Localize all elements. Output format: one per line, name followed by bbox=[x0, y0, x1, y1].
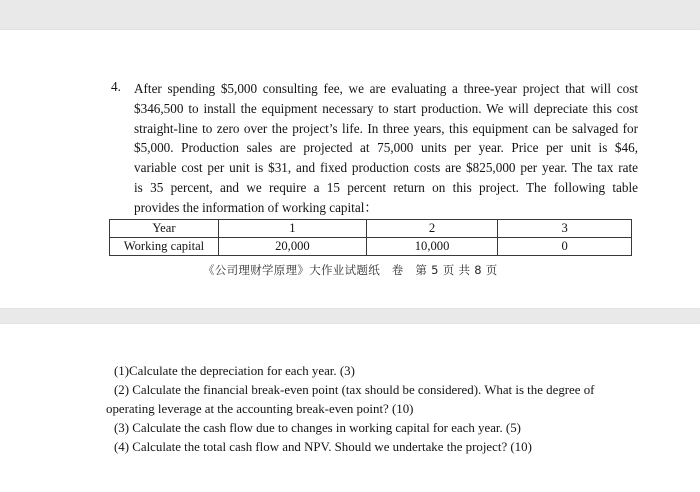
question-item: (3) Calculate the cash flow due to changes in working capital for each year. (5) bbox=[114, 421, 521, 435]
question-item-continuation: operating leverage at the accounting break-even point? (10) bbox=[106, 402, 414, 416]
exam-page-upper bbox=[0, 30, 700, 308]
problem-line: straight-line to zero over the project’s life. In three years, this equipment can be salvaged for bbox=[134, 120, 638, 136]
table-header-cell: Year bbox=[110, 220, 219, 238]
exam-page-lower bbox=[0, 324, 700, 492]
problem-line: is 35 percent, and we require a 15 percent return on this project. The following table bbox=[134, 179, 638, 195]
question-list bbox=[106, 362, 649, 457]
page-footer: 《公司理财学原理》大作业试题纸 卷 第 5 页 共 8 页 bbox=[203, 263, 498, 277]
table-cell: 20,000 bbox=[218, 238, 366, 256]
table-header-cell: 3 bbox=[498, 220, 632, 238]
problem-line: $346,500 to install the equipment necessary to start production. We will depreciate this cost bbox=[134, 100, 638, 116]
table-cell: Working capital bbox=[110, 238, 219, 256]
problem-line: variable cost per unit is $31, and fixed production costs are $825,000 per year. The tax rate bbox=[134, 160, 638, 176]
table-cell: 10,000 bbox=[366, 238, 497, 256]
table-header-cell: 2 bbox=[366, 220, 497, 238]
question-item: (2) Calculate the financial break-even point (tax should be considered). What is the degree of bbox=[114, 383, 595, 397]
problem-line: After spending $5,000 consulting fee, we are evaluating a three-year project that will cost bbox=[134, 81, 638, 96]
problem-number: 4. bbox=[111, 79, 121, 94]
problem-line: provides the information of working capital： bbox=[134, 199, 378, 215]
working-capital-table bbox=[109, 219, 632, 256]
question-item: (4) Calculate the total cash flow and NPV. Should we undertake the project? (10) bbox=[114, 440, 532, 454]
question-item: (1)Calculate the depreciation for each year. (3) bbox=[114, 364, 355, 378]
table-cell: 0 bbox=[498, 238, 632, 256]
problem-text bbox=[134, 79, 638, 218]
table-header-row bbox=[110, 220, 632, 238]
table-row bbox=[110, 238, 632, 256]
table-header-cell: 1 bbox=[218, 220, 366, 238]
problem-line: $5,000. Production sales are projected at 75,000 units per year. Price per unit is $46, bbox=[134, 140, 638, 156]
